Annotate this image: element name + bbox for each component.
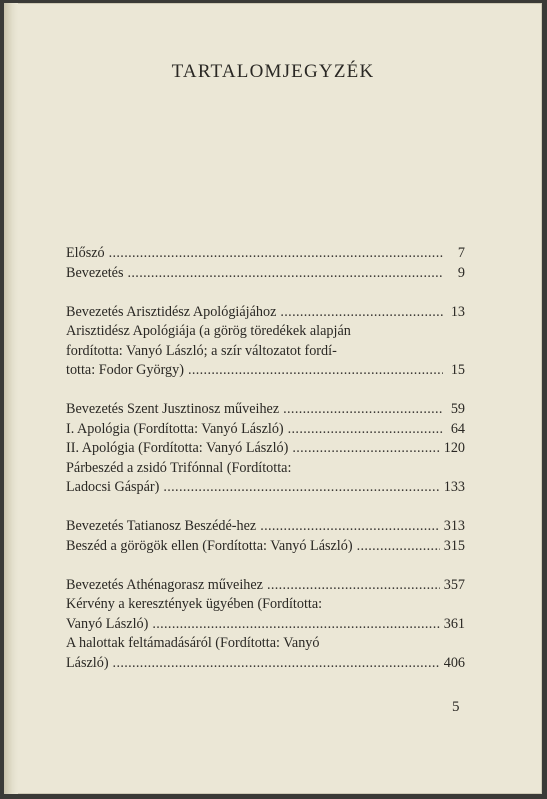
toc-entry-title-line: totta: Fodor György) (66, 362, 184, 378)
toc-group (66, 303, 465, 381)
toc-entry-row (66, 400, 465, 420)
toc-entry-row (66, 303, 465, 323)
toc-entry-title-line: I. Apológia (Fordította: Vanyó László) (66, 420, 284, 437)
toc-entry-page: 133 (443, 479, 465, 495)
toc-entry-title-line: Beszéd a görögök ellen (Fordította: Vanyó László) (66, 537, 353, 554)
dot-leader (128, 264, 443, 284)
dot-leader (188, 361, 443, 381)
dot-leader (163, 478, 439, 498)
toc-entry-title-line: Bevezetés Tatianosz Beszédé-hez (66, 518, 257, 534)
page-spine-shadow (4, 3, 18, 794)
toc-entry[interactable] (66, 420, 465, 440)
toc-entry[interactable] (66, 517, 465, 537)
toc-group (66, 244, 465, 283)
toc-entry-page: 13 (450, 303, 465, 320)
toc-entry[interactable] (66, 244, 465, 264)
toc-entry[interactable] (66, 459, 465, 498)
toc-entry-title-line: Ladocsi Gáspár) (66, 479, 160, 495)
toc-entry-page: 406 (443, 654, 465, 671)
toc-entry[interactable] (66, 634, 465, 673)
toc-entry[interactable] (66, 303, 465, 323)
toc-entry[interactable] (66, 400, 465, 420)
toc-entry-page: 361 (443, 615, 465, 632)
toc-entry[interactable] (66, 537, 465, 557)
dot-leader (288, 420, 443, 440)
table-of-contents (66, 244, 465, 693)
toc-entry-title-line: Bevezetés Szent Jusztinosz műveihez (66, 401, 280, 417)
dot-leader (357, 537, 440, 557)
toc-entry-page: 7 (457, 245, 465, 261)
toc-group (66, 400, 465, 498)
book-page (4, 3, 542, 794)
toc-entry-row (66, 615, 465, 635)
toc-entry-title-line: Bevezetés Arisztidész Apológiájához (66, 303, 277, 320)
toc-entry-title-line: A halottak feltámadásáról (Fordította: Vanyó (66, 635, 320, 651)
dot-leader (283, 400, 443, 420)
toc-entry[interactable] (66, 595, 465, 634)
toc-entry-page: 59 (450, 401, 465, 417)
toc-entry-title-line: Vanyó László) (66, 615, 149, 632)
toc-group (66, 517, 465, 556)
toc-entry-row (66, 517, 465, 537)
dot-leader (260, 517, 440, 537)
toc-entry[interactable] (66, 439, 465, 459)
toc-entry[interactable] (66, 576, 465, 596)
toc-entry-page: 64 (450, 420, 465, 437)
toc-entry-page: 9 (457, 264, 465, 281)
dot-leader (292, 439, 439, 459)
dot-leader (267, 576, 440, 596)
page-title: TARTALOMJEGYZÉK (171, 61, 375, 82)
dot-leader (113, 654, 440, 674)
toc-entry-row (66, 576, 465, 596)
toc-entry-page: 120 (443, 440, 465, 456)
toc-entry-row (66, 264, 465, 284)
toc-entry-title-line: fordította: Vanyó László; a szír változatot fordí- (66, 342, 337, 359)
toc-entry-title-line: II. Apológia (Fordította: Vanyó László) (66, 440, 289, 456)
toc-entry[interactable] (66, 322, 465, 381)
toc-entry-title-line: Kérvény a keresztények ügyében (Fordította: (66, 596, 323, 612)
toc-entry-row (66, 439, 465, 459)
toc-entry-title-line: Bevezetés Athénagorasz műveihez (66, 576, 263, 593)
dot-leader (152, 615, 439, 635)
toc-entry-title-line: László) (66, 654, 109, 671)
toc-entry-row (66, 478, 465, 498)
toc-entry-page: 315 (443, 537, 465, 554)
toc-group (66, 576, 465, 674)
toc-entry-page: 357 (443, 576, 465, 593)
dot-leader (280, 303, 443, 323)
toc-entry-row (66, 420, 465, 440)
toc-entry-row (66, 244, 465, 264)
dot-leader (109, 244, 443, 264)
toc-entry-page: 15 (450, 362, 465, 378)
toc-entry-row (66, 361, 465, 381)
toc-entry-title-line: Arisztidész Apológiája (a görög töredékek alapján (66, 323, 351, 339)
page-number: 5 (452, 699, 460, 715)
toc-entry-page: 313 (443, 518, 465, 534)
toc-entry-title-line: Bevezetés (66, 264, 124, 281)
toc-entry[interactable] (66, 264, 465, 284)
toc-entry-row (66, 654, 465, 674)
toc-entry-title-line: Előszó (66, 245, 105, 261)
toc-entry-row (66, 537, 465, 557)
toc-entry-title-line: Párbeszéd a zsidó Trifónnal (Fordította: (66, 459, 292, 476)
